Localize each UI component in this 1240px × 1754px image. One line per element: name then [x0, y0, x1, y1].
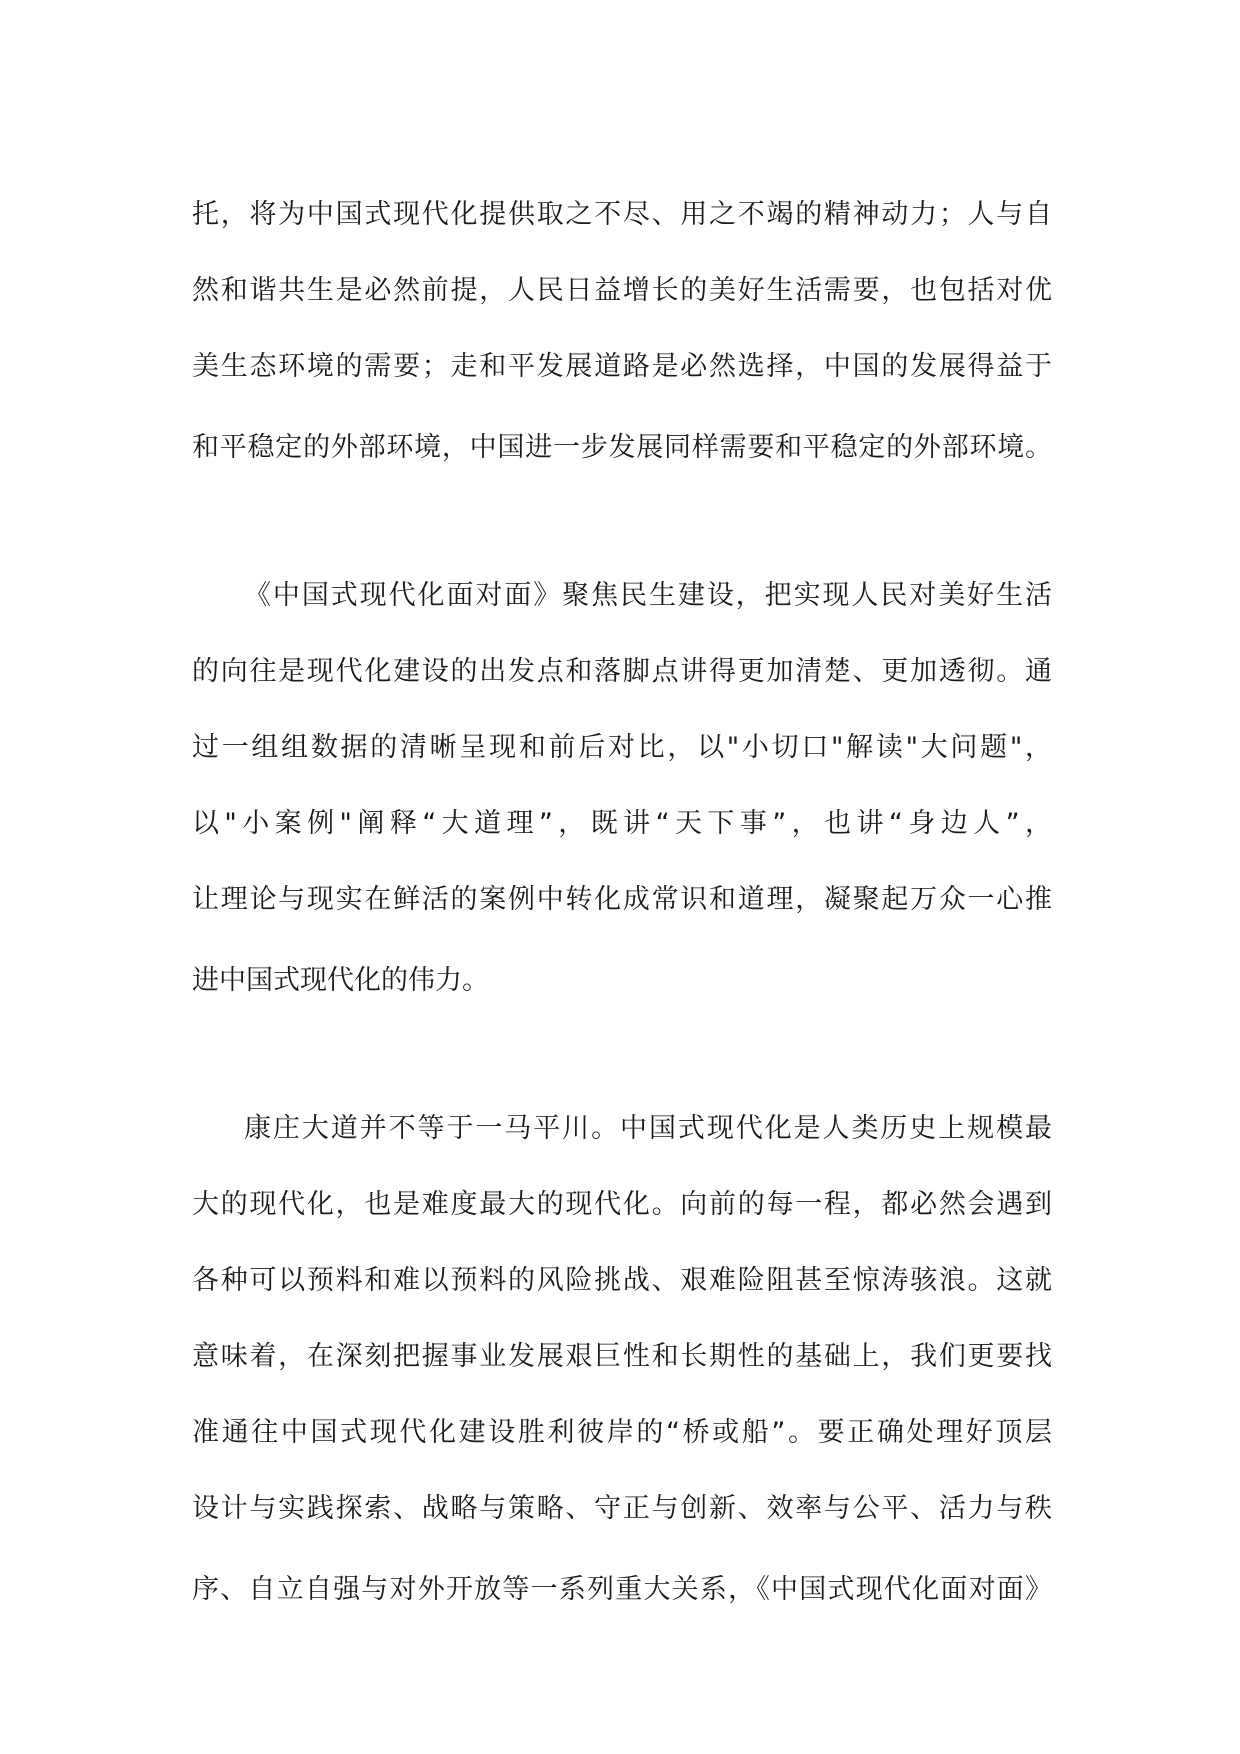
paragraph-3-line-7: 序、自立自强与对外开放等一系列重大关系，《中国式现代化面对面》: [192, 1574, 1052, 1605]
paragraph-3-line-1: 康庄大道并不等于一马平川。中国式现代化是人类历史上规模最: [244, 1113, 1052, 1144]
paragraph-2-line-3: 过一组组数据的清晰呈现和前后对比，以"小切口"解读"大问题"，: [192, 732, 1052, 763]
paragraph-2-line-6: 进中国式现代化的伟力。: [192, 965, 489, 996]
paragraph-1-line-1: 托，将为中国式现代化提供取之不尽、用之不竭的精神动力；人与自: [192, 199, 1052, 230]
paragraph-1-line-3: 美生态环境的需要；走和平发展道路是必然选择，中国的发展得益于: [192, 351, 1052, 382]
paragraph-1-line-4: 和平稳定的外部环境，中国进一步发展同样需要和平稳定的外部环境。: [192, 432, 1052, 463]
paragraph-3-line-4: 意味着，在深刻把握事业发展艰巨性和长期性的基础上，我们更要找: [192, 1341, 1052, 1372]
paragraph-2-line-2: 的向往是现代化建设的出发点和落脚点讲得更加清楚、更加透彻。通: [192, 656, 1052, 687]
paragraph-1-line-2: 然和谐共生是必然前提，人民日益增长的美好生活需要，也包括对优: [192, 275, 1052, 306]
paragraph-3-line-6: 设计与实践探索、战略与策略、守正与创新、效率与公平、活力与秩: [192, 1493, 1052, 1524]
paragraph-2-line-4: 以"小案例"阐释“大道理”，既讲“天下事”，也讲“身边人”，: [192, 808, 1052, 839]
paragraph-3-line-2: 大的现代化，也是难度最大的现代化。向前的每一程，都必然会遇到: [192, 1189, 1052, 1220]
paragraph-3-line-5: 准通往中国式现代化建设胜利彼岸的“桥或船”。要正确处理好顶层: [192, 1417, 1052, 1448]
paragraph-2-line-5: 让理论与现实在鲜活的案例中转化成常识和道理，凝聚起万众一心推: [192, 884, 1052, 915]
paragraph-3-line-3: 各种可以预料和难以预料的风险挑战、艰难险阻甚至惊涛骇浪。这就: [192, 1265, 1052, 1296]
paragraph-2-line-1: 《中国式现代化面对面》聚焦民生建设，把实现人民对美好生活: [244, 580, 1052, 611]
